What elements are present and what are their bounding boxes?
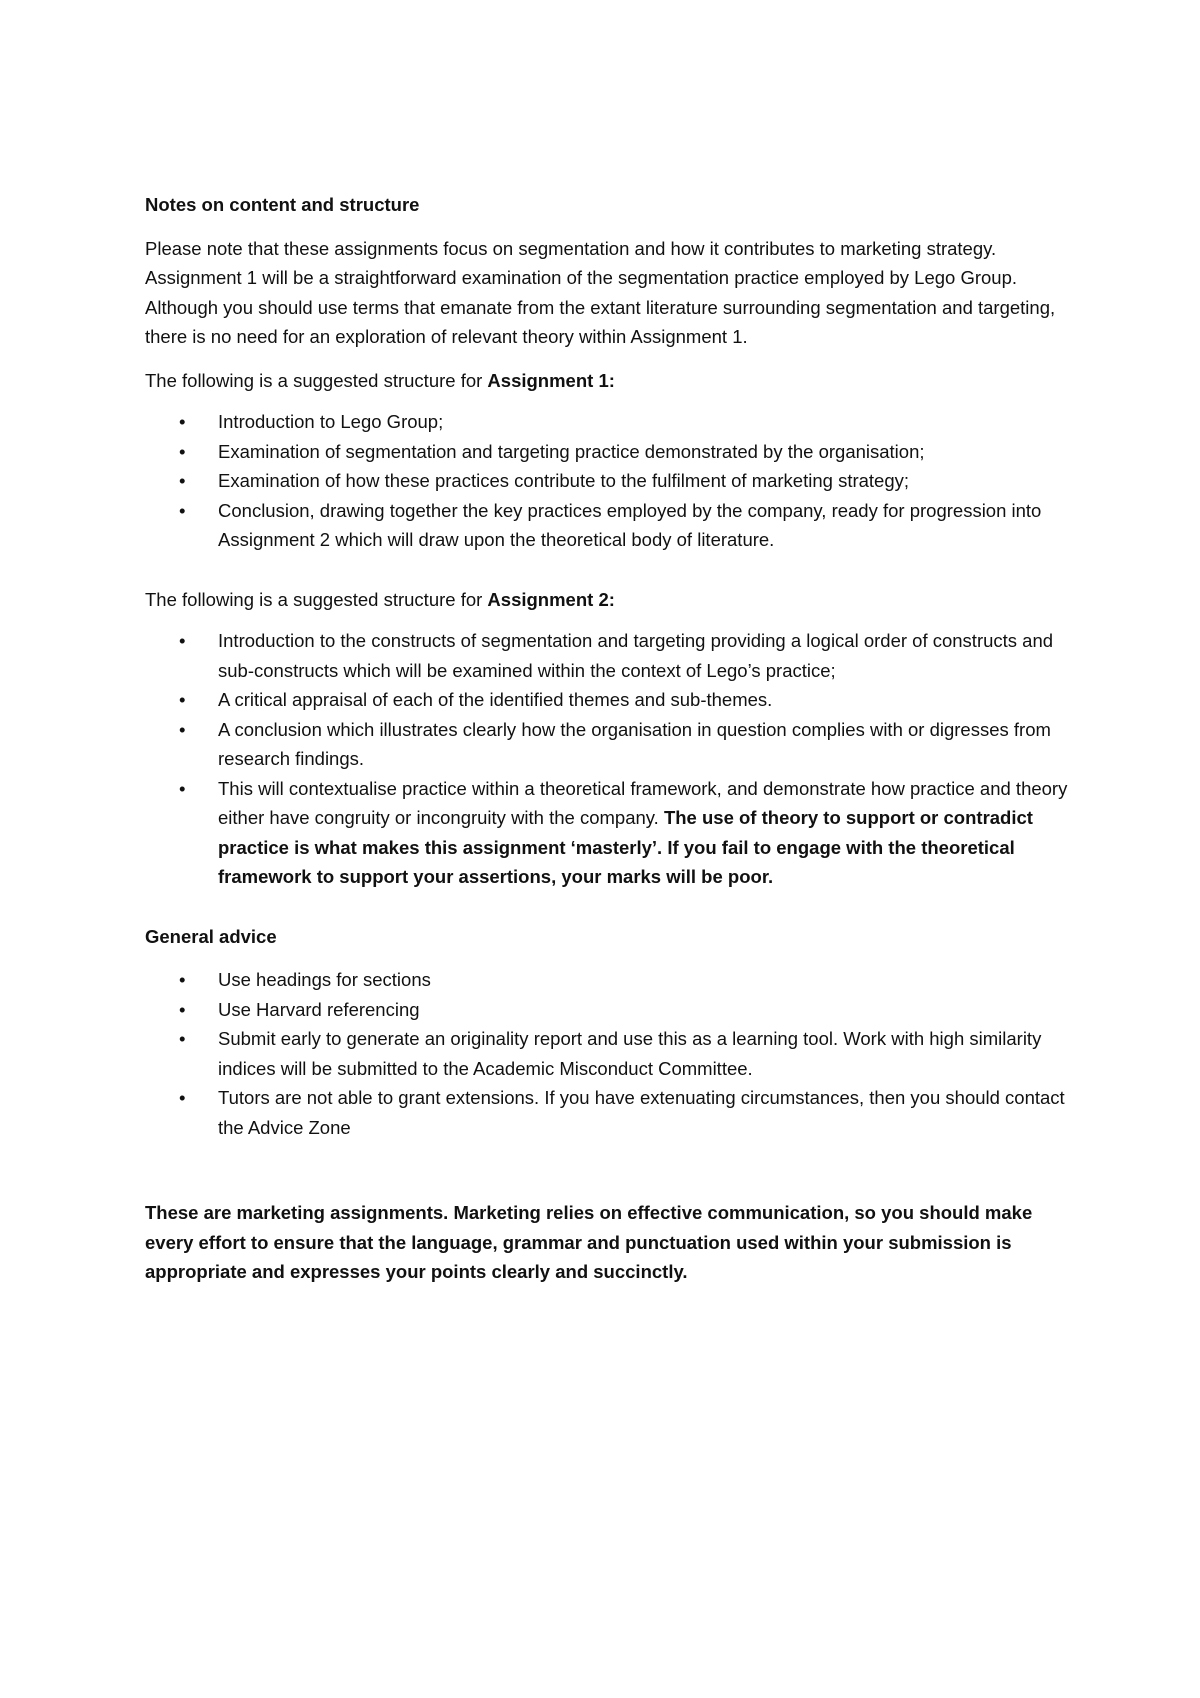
assignment2-lead xyxy=(145,585,1075,615)
list-item-text: Examination of segmentation and targeting practice demonstrated by the organisation; xyxy=(218,440,925,462)
bullet-icon: • xyxy=(179,1087,186,1108)
assignment2-lead-bold: Assignment 2: xyxy=(487,588,615,610)
list-item xyxy=(145,626,1075,685)
list-item xyxy=(145,965,1075,995)
list-item-text: This will contextualise practice within a theoretical framework, and demonstrate how practice and theory either have congruity or incongruity with the company. xyxy=(218,777,1068,828)
assignment1-lead-bold: Assignment 1: xyxy=(487,369,615,391)
list-item xyxy=(145,1083,1075,1142)
list-item xyxy=(145,715,1075,774)
list-item-text: Use headings for sections xyxy=(218,969,431,990)
intro-paragraph: Please note that these assignments focus on segmentation and how it contributes to marketing strategy. Assignment 1 will be a straightforward examination of the segmentation practice employed by Lego Group. Although you should use terms that emanate from the extant literature surrounding segmentation and targeting, there is no need for an exploration of relevant theory within Assignment 1. xyxy=(145,237,1056,347)
list-item-text: A critical appraisal of each of the identified themes and sub-themes. xyxy=(218,689,773,710)
spacer xyxy=(145,555,1075,585)
list-item-text: Introduction to the constructs of segmentation and targeting providing a logical order of constructs and sub-constructs which will be examined within the context of Lego’s practice; xyxy=(218,630,1054,681)
list-item-text: Submit early to generate an originality report and use this as a learning tool. Work with high similarity indices will be submitted to the Academic Misconduct Committee. xyxy=(218,1028,1042,1079)
list-item xyxy=(145,774,1075,892)
bullet-icon: • xyxy=(179,969,186,990)
general-advice-list xyxy=(145,965,1075,1142)
list-item xyxy=(145,407,1075,437)
list-item-text: A conclusion which illustrates clearly how the organisation in question complies with or digresses from research findings. xyxy=(218,718,1051,769)
bullet-icon: • xyxy=(179,1028,186,1049)
list-item-text: Tutors are not able to grant extensions. If you have extenuating circumstances, then you should contact the Advice Zone xyxy=(218,1087,1065,1138)
list-item xyxy=(145,995,1075,1025)
list-item-text: Conclusion, drawing together the key practices employed by the company, ready for progression into Assignment 2 which will draw upon the theoretical body of literature. xyxy=(218,499,1042,550)
list-item xyxy=(145,437,1075,467)
closing-bold-text: These are marketing assignments. Marketing relies on effective communication, so you should make every effort to ensure that the language, grammar and punctuation used within your submission is appropriate and expresses your points clearly and succinctly. xyxy=(145,1202,1033,1282)
assignment1-lead-text: The following is a suggested structure for xyxy=(145,369,488,391)
list-item xyxy=(145,1024,1075,1083)
document-page xyxy=(145,190,1075,1301)
spacer xyxy=(145,892,1075,922)
list-item xyxy=(145,685,1075,715)
section-heading-notes: Notes on content and structure xyxy=(145,194,420,215)
bullet-icon: • xyxy=(179,777,186,799)
bullet-icon: • xyxy=(179,440,186,462)
section-heading-general-advice: General advice xyxy=(145,925,277,947)
bullet-icon: • xyxy=(179,630,186,651)
list-item xyxy=(145,496,1075,555)
closing-paragraph xyxy=(145,1198,1075,1287)
list-item-text: Examination of how these practices contribute to the fulfilment of marketing strategy; xyxy=(218,470,910,491)
bullet-icon: • xyxy=(179,499,186,521)
assignment1-list xyxy=(145,407,1075,555)
list-item-text: Use Harvard referencing xyxy=(218,998,420,1020)
bullet-icon: • xyxy=(179,998,186,1020)
bullet-icon: • xyxy=(179,470,186,491)
bullet-icon: • xyxy=(179,689,186,710)
assignment1-lead xyxy=(145,366,1075,396)
spacer xyxy=(145,1142,1075,1198)
bullet-icon: • xyxy=(179,718,186,740)
list-item xyxy=(145,466,1075,496)
bullet-icon: • xyxy=(179,411,186,432)
list-item-bold-text: The use of theory to support or contradict practice is what makes this assignment ‘masterly’. If you fail to engage with the theoretical framework to support your assertions, your marks will be poor. xyxy=(218,807,1033,887)
assignment2-list xyxy=(145,626,1075,892)
list-item-text: Introduction to Lego Group; xyxy=(218,411,444,432)
assignment2-lead-text: The following is a suggested structure for xyxy=(145,588,488,610)
